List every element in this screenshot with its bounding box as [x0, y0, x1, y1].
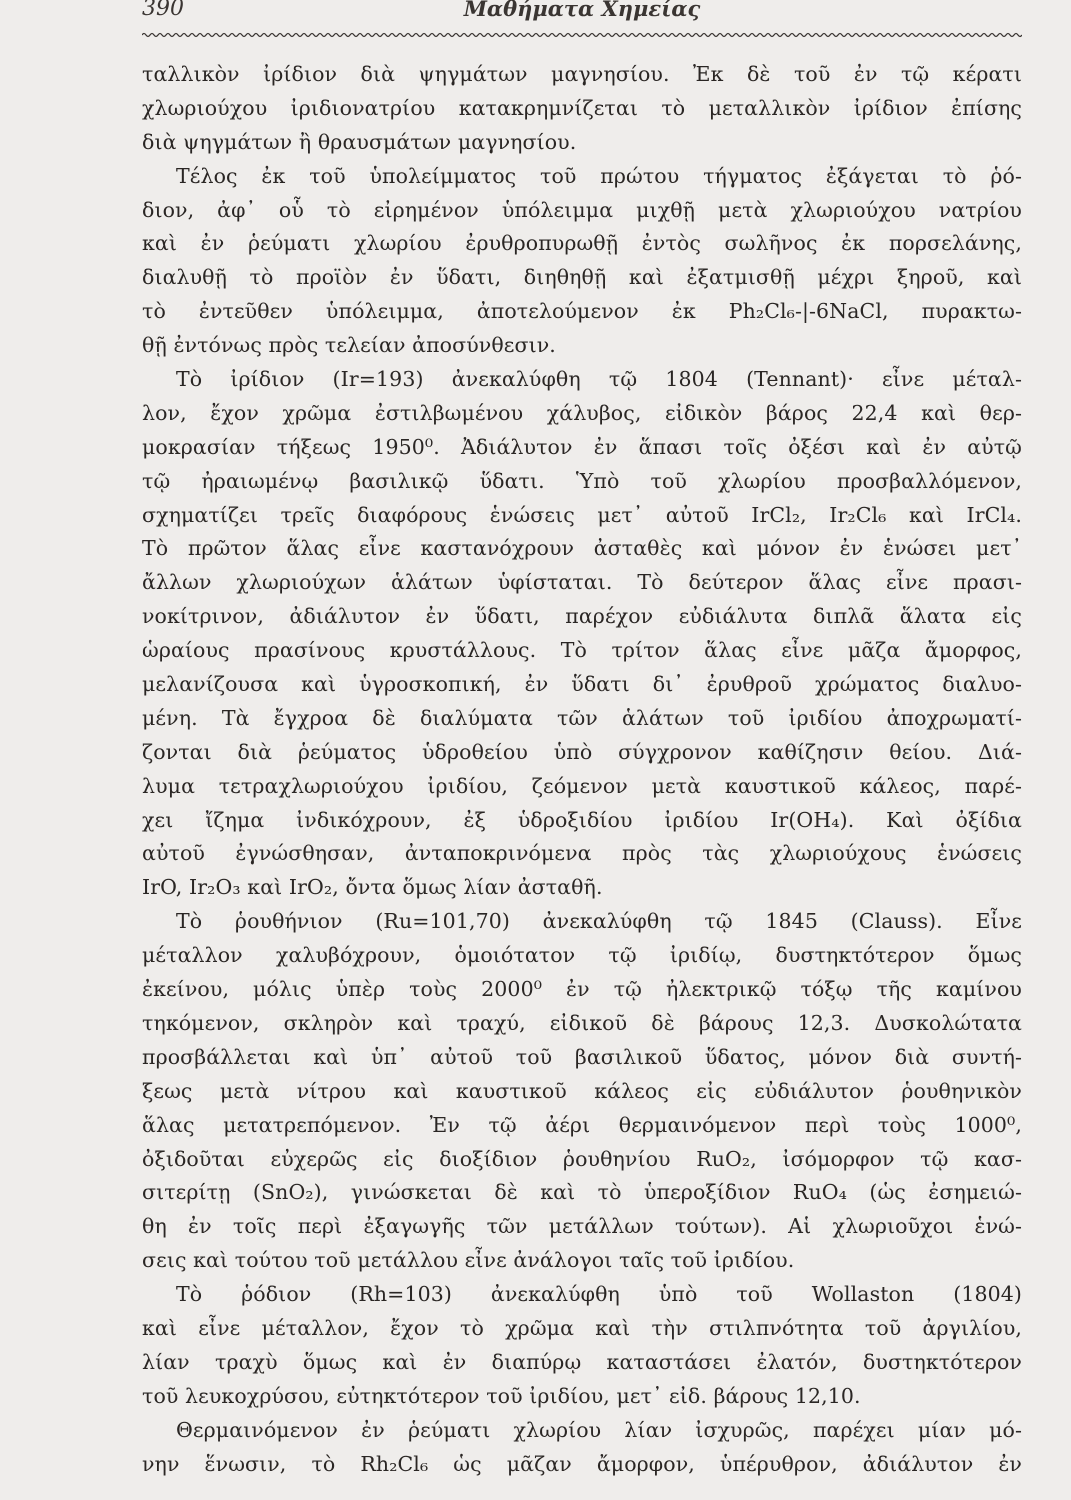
- text-line: αὐτοῦ ἐγνώσθησαν, ἀνταποκρινόμενα πρὸς τὰς χλωριούχους ἑνώσεις: [142, 841, 1022, 866]
- text-line: Τὸ πρῶτον ἅλας εἶνε καστανόχρουν ἀσταθὲς καὶ μόνον ἐν ἑνώσει μετ᾽: [142, 536, 1022, 561]
- text-line: χλωριούχου ἰριδιονατρίου κατακρημνίζεται τὸ μεταλλικὸν ἰρίδιον ἐπίσης: [142, 95, 1022, 120]
- text-line: νοκίτρινον, ἀδιάλυτον ἐν ὕδατι, παρέχον εὐδιάλυτα διπλᾶ ἅλατα εἰς: [142, 604, 1022, 629]
- text-line: τὸ ἐντεῦθεν ὑπόλειμμα, ἀποτελούμενον ἐκ Ph₂Cl₆-|-6NaCl, πυρακτω-: [142, 299, 1022, 324]
- text-line: σιτερίτῃ (SnO₂), γινώσκεται δὲ καὶ τὸ ὑπεροξίδιον RuO₄ (ὡς ἐσημειώ-: [142, 1180, 1022, 1205]
- text-line: μελανίζουσα καὶ ὑγροσκοπική, ἐν ὕδατι δι᾽ ἐρυθροῦ χρώματος διαλυο-: [142, 672, 1022, 697]
- text-line: χει ἴζημα ἰνδικόχρουν, ἐξ ὑδροξιδίου ἰριδίου Ir(OH₄). Καὶ ὀξίδια: [142, 807, 1022, 832]
- running-title: Μαθήματα Χημείας: [463, 0, 701, 21]
- text-line: διὰ ψηγμάτων ἢ θραυσμάτων μαγνησίου.: [142, 129, 577, 154]
- text-line: σχηματίζει τρεῖς διαφόρους ἑνώσεις μετ᾽ αὐτοῦ IrCl₂, Ir₂Cl₆ καὶ IrCl₄.: [142, 502, 1022, 527]
- text-line: λον, ἔχον χρῶμα ἐστιλβωμένου χάλυβος, εἰδικὸν βάρος 22,4 καὶ θερ-: [142, 400, 1022, 425]
- text-line: λυμα τετραχλωριούχου ἰριδίου, ζεόμενον μετὰ καυστικοῦ κάλεος, παρέ-: [142, 773, 1022, 798]
- text-line: IrO, Ir₂O₃ καὶ IrO₂, ὄντα ὅμως λίαν ἀσταθῆ.: [142, 875, 603, 900]
- text-line: μέταλλον χαλυβόχρουν, ὁμοιότατον τῷ ἰριδίῳ, δυστηκτότερον ὅμως: [142, 943, 1022, 968]
- text-line: μοκρασίαν τήξεως 1950⁰. Ἀδιάλυτον ἐν ἅπασι τοῖς ὀξέσι καὶ ἐν αὐτῷ: [142, 434, 1022, 459]
- page-number: 390: [142, 0, 184, 21]
- text-line: διαλυθῇ τὸ προϊὸν ἐν ὕδατι, διηθηθῇ καὶ ἐξατμισθῇ μέχρι ξηροῦ, καὶ: [142, 265, 1022, 290]
- wavy-divider-rule: [142, 30, 1022, 40]
- text-line: καὶ εἶνε μέταλλον, ἔχον τὸ χρῶμα καὶ τὴν στιλπνότητα τοῦ ἀργιλίου,: [142, 1315, 1022, 1340]
- text-line: τηκόμενον, σκληρὸν καὶ τραχύ, εἰδικοῦ δὲ βάρους 12,3. Δυσκολώτατα: [142, 1010, 1022, 1035]
- text-line: σεις καὶ τούτου τοῦ μετάλλου εἶνε ἀνάλογοι ταῖς τοῦ ἰριδίου.: [142, 1248, 795, 1273]
- text-line: Τέλος ἐκ τοῦ ὑπολείμματος τοῦ πρώτου τήγματος ἐξάγεται τὸ ῥό-: [176, 163, 1022, 188]
- text-line: ἅλας μετατρεπόμενον. Ἐν τῷ ἀέρι θερμαινόμενον περὶ τοὺς 1000⁰,: [142, 1112, 1022, 1137]
- text-line: τῷ ἠραιωμένῳ βασιλικῷ ὕδατι. Ὑπὸ τοῦ χλωρίου προσβαλλόμενον,: [142, 468, 1022, 493]
- text-line: ἐκείνου, μόλις ὑπὲρ τοὺς 2000⁰ ἐν τῷ ἠλεκτρικῷ τόξῳ τῆς καμίνου: [142, 977, 1022, 1002]
- text-line: διον, ἀφ᾽ οὗ τὸ εἰρημένον ὑπόλειμμα μιχθῇ μετὰ χλωριούχου νατρίου: [142, 197, 1022, 222]
- text-line: μένη. Τὰ ἔγχροα δὲ διαλύματα τῶν ἁλάτων τοῦ ἰριδίου ἀποχρωματί-: [142, 705, 1022, 730]
- text-line: καὶ ἐν ῥεύματι χλωρίου ἐρυθροπυρωθῇ ἐντὸς σωλῆνος ἐκ πορσελάνης,: [142, 231, 1022, 256]
- text-line: λίαν τραχὺ ὅμως καὶ ἐν διαπύρῳ καταστάσει ἐλατόν, δυστηκτότερον: [142, 1349, 1022, 1374]
- text-line: Τὸ ἰρίδιον (Ir=193) ἀνεκαλύφθη τῷ 1804 (Tennant)· εἶνε μέταλ-: [176, 367, 1022, 392]
- text-line: ὡραίους πρασίνους κρυστάλλους. Τὸ τρίτον ἅλας εἶνε μᾶζα ἄμορφος,: [142, 638, 1022, 663]
- text-line: προσβάλλεται καὶ ὑπ᾽ αὐτοῦ τοῦ βασιλικοῦ ὕδατος, μόνον διὰ συντή-: [142, 1044, 1022, 1069]
- text-line: θῇ ἐντόνως πρὸς τελείαν ἀποσύνθεσιν.: [142, 333, 556, 358]
- text-line: ὀξιδοῦται εὐχερῶς εἰς διοξίδιον ῥουθηνίου RuO₂, ἰσόμορφον τῷ κασ-: [142, 1146, 1022, 1171]
- text-line: Τὸ ῥόδιον (Rh=103) ἀνεκαλύφθη ὑπὸ τοῦ Wollaston (1804): [176, 1282, 1022, 1307]
- text-line: Τὸ ῥουθήνιον (Ru=101,70) ἀνεκαλύφθη τῷ 1845 (Clauss). Εἶνε: [176, 909, 1022, 934]
- text-line: θη ἐν τοῖς περὶ ἐξαγωγῆς τῶν μετάλλων τούτων). Αἱ χλωριοῦχοι ἑνώ-: [142, 1214, 1022, 1239]
- text-line: ξεως μετὰ νίτρου καὶ καυστικοῦ κάλεος εἰς εὐδιάλυτον ῥουθηνικὸν: [142, 1078, 1022, 1103]
- body-text: [142, 58, 1022, 1481]
- text-line: νην ἕνωσιν, τὸ Rh₂Cl₆ ὡς μᾶζαν ἄμορφον, ὑπέρυθρον, ἀδιάλυτον ἐν: [142, 1451, 1022, 1476]
- running-head: [142, 0, 1022, 22]
- text-line: τοῦ λευκοχρύσου, εὐτηκτότερον τοῦ ἰριδίου, μετ᾽ εἰδ. βάρους 12,10.: [142, 1383, 861, 1408]
- text-line: ἄλλων χλωριούχων ἁλάτων ὑφίσταται. Τὸ δεύτερον ἅλας εἶνε πρασι-: [142, 570, 1022, 595]
- text-line: ταλλικὸν ἰρίδιον διὰ ψηγμάτων μαγνησίου. Ἐκ δὲ τοῦ ἐν τῷ κέρατι: [142, 62, 1022, 86]
- text-line: ζονται διὰ ῥεύματος ὑδροθείου ὑπὸ σύγχρονον καθίζησιν θείου. Διά-: [142, 739, 1022, 764]
- text-line: Θερμαινόμενον ἐν ῥεύματι χλωρίου λίαν ἰσχυρῶς, παρέχει μίαν μό-: [176, 1417, 1022, 1442]
